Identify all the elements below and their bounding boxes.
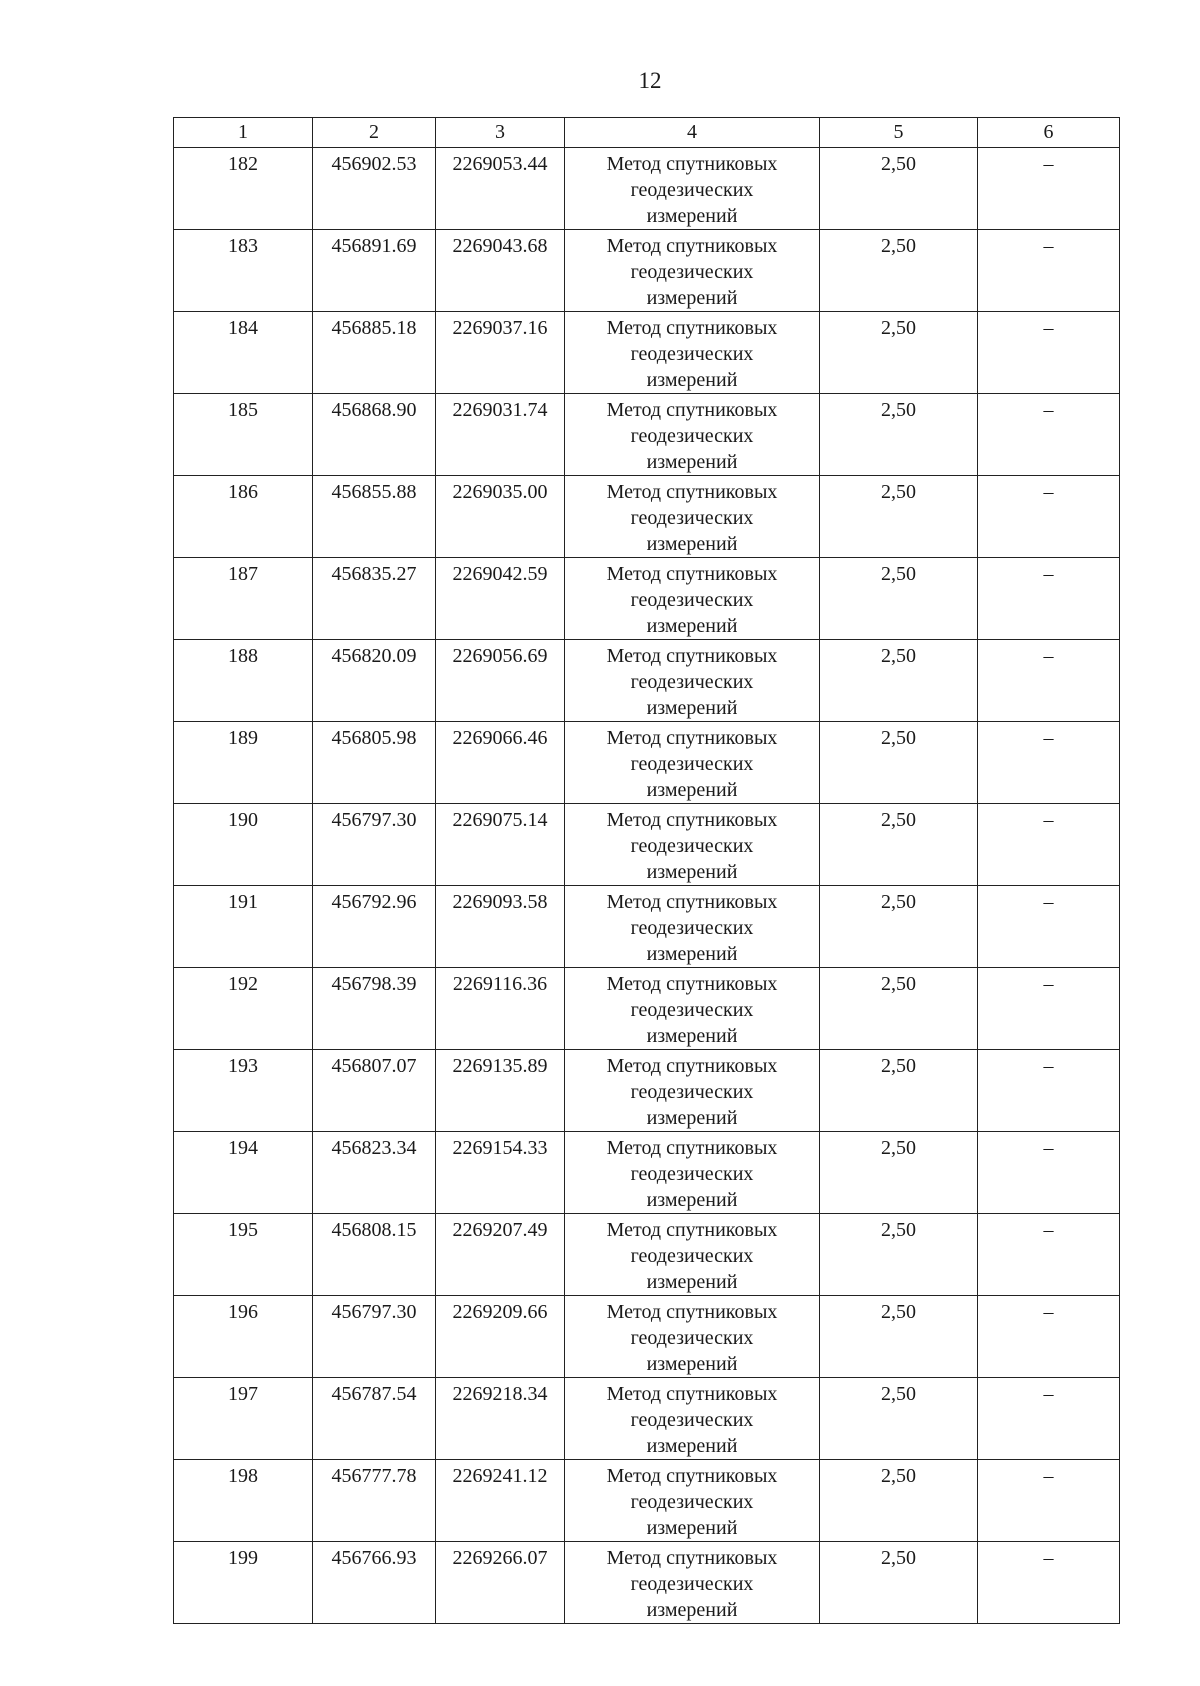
table-header-row [174,118,1120,148]
method-cell [565,148,820,230]
method-cell [565,1214,820,1296]
method-line-1: Метод спутниковых [606,563,778,585]
table-row [174,886,1120,968]
accuracy-cell: 2,50 [820,1214,978,1296]
method-line-1: Метод спутниковых [606,399,778,421]
note-cell: – [978,1214,1120,1296]
y-coordinate-cell: 2269042.59 [436,558,565,640]
method-cell [565,1050,820,1132]
method-line-1: Метод спутниковых [606,1383,778,1405]
coordinates-table [173,117,1120,1624]
accuracy-cell: 2,50 [820,640,978,722]
method-line-3: измерений [646,1435,738,1457]
table-row [174,230,1120,312]
method-line-1: Метод спутниковых [606,891,778,913]
x-coordinate-cell: 456797.30 [313,804,436,886]
note-cell: – [978,476,1120,558]
column-header-6: 6 [978,118,1120,148]
method-cell [565,968,820,1050]
note-cell: – [978,1542,1120,1624]
method-line-2: геодезических [630,1327,754,1349]
x-coordinate-cell: 456797.30 [313,1296,436,1378]
method-cell [565,1542,820,1624]
method-line-1: Метод спутниковых [606,645,778,667]
method-cell [565,1378,820,1460]
method-line-2: геодезических [630,1573,754,1595]
method-line-3: измерений [646,779,738,801]
method-line-3: измерений [646,1271,738,1293]
method-line-1: Метод спутниковых [606,317,778,339]
y-coordinate-cell: 2269043.68 [436,230,565,312]
method-cell [565,804,820,886]
point-number-cell: 184 [174,312,313,394]
note-cell: – [978,886,1120,968]
point-number-cell: 191 [174,886,313,968]
method-line-2: геодезических [630,1245,754,1267]
method-cell [565,558,820,640]
x-coordinate-cell: 456807.07 [313,1050,436,1132]
method-line-3: измерений [646,205,738,227]
note-cell: – [978,1460,1120,1542]
x-coordinate-cell: 456902.53 [313,148,436,230]
accuracy-cell: 2,50 [820,886,978,968]
method-line-3: измерений [646,697,738,719]
accuracy-cell: 2,50 [820,722,978,804]
x-coordinate-cell: 456868.90 [313,394,436,476]
table-row [174,1050,1120,1132]
point-number-cell: 185 [174,394,313,476]
y-coordinate-cell: 2269266.07 [436,1542,565,1624]
method-line-1: Метод спутниковых [606,1465,778,1487]
note-cell: – [978,640,1120,722]
method-line-2: геодезических [630,179,754,201]
point-number-cell: 186 [174,476,313,558]
note-cell: – [978,1050,1120,1132]
y-coordinate-cell: 2269066.46 [436,722,565,804]
accuracy-cell: 2,50 [820,558,978,640]
method-line-2: геодезических [630,1163,754,1185]
accuracy-cell: 2,50 [820,1132,978,1214]
x-coordinate-cell: 456808.15 [313,1214,436,1296]
page-number: 12 [638,68,662,93]
note-cell: – [978,394,1120,476]
method-line-3: измерений [646,533,738,555]
method-line-1: Метод спутниковых [606,809,778,831]
method-line-1: Метод спутниковых [606,235,778,257]
table-body [174,148,1120,1624]
method-line-3: измерений [646,943,738,965]
y-coordinate-cell: 2269037.16 [436,312,565,394]
table-row [174,1460,1120,1542]
y-coordinate-cell: 2269116.36 [436,968,565,1050]
method-cell [565,886,820,968]
method-line-1: Метод спутниковых [606,973,778,995]
table-row [174,148,1120,230]
point-number-cell: 189 [174,722,313,804]
point-number-cell: 182 [174,148,313,230]
point-number-cell: 197 [174,1378,313,1460]
method-line-2: геодезических [630,589,754,611]
table-row [174,804,1120,886]
accuracy-cell: 2,50 [820,394,978,476]
method-line-2: геодезических [630,753,754,775]
accuracy-cell: 2,50 [820,1050,978,1132]
method-line-1: Метод спутниковых [606,1137,778,1159]
x-coordinate-cell: 456798.39 [313,968,436,1050]
method-line-2: геодезических [630,835,754,857]
x-coordinate-cell: 456891.69 [313,230,436,312]
accuracy-cell: 2,50 [820,1296,978,1378]
method-line-2: геодезических [630,999,754,1021]
x-coordinate-cell: 456820.09 [313,640,436,722]
point-number-cell: 194 [174,1132,313,1214]
point-number-cell: 196 [174,1296,313,1378]
y-coordinate-cell: 2269035.00 [436,476,565,558]
accuracy-cell: 2,50 [820,968,978,1050]
method-line-2: геодезических [630,261,754,283]
point-number-cell: 195 [174,1214,313,1296]
accuracy-cell: 2,50 [820,1378,978,1460]
method-line-1: Метод спутниковых [606,481,778,503]
column-header-4: 4 [565,118,820,148]
accuracy-cell: 2,50 [820,1460,978,1542]
method-cell [565,394,820,476]
y-coordinate-cell: 2269053.44 [436,148,565,230]
method-line-2: геодезических [630,425,754,447]
method-cell [565,312,820,394]
point-number-cell: 199 [174,1542,313,1624]
method-line-3: измерений [646,1189,738,1211]
table-row [174,1378,1120,1460]
y-coordinate-cell: 2269056.69 [436,640,565,722]
accuracy-cell: 2,50 [820,148,978,230]
method-line-3: измерений [646,1025,738,1047]
method-line-1: Метод спутниковых [606,727,778,749]
y-coordinate-cell: 2269154.33 [436,1132,565,1214]
y-coordinate-cell: 2269031.74 [436,394,565,476]
x-coordinate-cell: 456835.27 [313,558,436,640]
table-row [174,558,1120,640]
y-coordinate-cell: 2269093.58 [436,886,565,968]
table-row [174,722,1120,804]
accuracy-cell: 2,50 [820,1542,978,1624]
x-coordinate-cell: 456855.88 [313,476,436,558]
y-coordinate-cell: 2269207.49 [436,1214,565,1296]
point-number-cell: 192 [174,968,313,1050]
x-coordinate-cell: 456885.18 [313,312,436,394]
note-cell: – [978,1296,1120,1378]
x-coordinate-cell: 456777.78 [313,1460,436,1542]
method-line-2: геодезических [630,917,754,939]
method-line-3: измерений [646,861,738,883]
method-line-3: измерений [646,1599,738,1621]
method-cell [565,1460,820,1542]
column-header-5: 5 [820,118,978,148]
note-cell: – [978,1378,1120,1460]
method-line-1: Метод спутниковых [606,1055,778,1077]
table-row [174,1296,1120,1378]
method-line-2: геодезических [630,507,754,529]
point-number-cell: 193 [174,1050,313,1132]
method-cell [565,476,820,558]
method-line-3: измерений [646,1517,738,1539]
method-line-3: измерений [646,451,738,473]
x-coordinate-cell: 456787.54 [313,1378,436,1460]
y-coordinate-cell: 2269209.66 [436,1296,565,1378]
method-line-3: измерений [646,287,738,309]
accuracy-cell: 2,50 [820,230,978,312]
note-cell: – [978,148,1120,230]
y-coordinate-cell: 2269218.34 [436,1378,565,1460]
x-coordinate-cell: 456792.96 [313,886,436,968]
method-line-1: Метод спутниковых [606,1219,778,1241]
table-row [174,394,1120,476]
note-cell: – [978,968,1120,1050]
method-cell [565,230,820,312]
method-line-3: измерений [646,615,738,637]
note-cell: – [978,722,1120,804]
table-row [174,476,1120,558]
x-coordinate-cell: 456766.93 [313,1542,436,1624]
table-row [174,1542,1120,1624]
note-cell: – [978,558,1120,640]
y-coordinate-cell: 2269075.14 [436,804,565,886]
column-header-3: 3 [436,118,565,148]
y-coordinate-cell: 2269241.12 [436,1460,565,1542]
accuracy-cell: 2,50 [820,476,978,558]
method-line-2: геодезических [630,1409,754,1431]
accuracy-cell: 2,50 [820,312,978,394]
column-header-2: 2 [313,118,436,148]
y-coordinate-cell: 2269135.89 [436,1050,565,1132]
method-line-2: геодезических [630,343,754,365]
table-row [174,1214,1120,1296]
table-row [174,312,1120,394]
method-cell [565,1296,820,1378]
method-line-2: геодезических [630,671,754,693]
method-line-1: Метод спутниковых [606,153,778,175]
method-line-3: измерений [646,1353,738,1375]
method-cell [565,1132,820,1214]
x-coordinate-cell: 456823.34 [313,1132,436,1214]
table-row [174,640,1120,722]
method-line-2: геодезических [630,1491,754,1513]
point-number-cell: 187 [174,558,313,640]
method-line-1: Метод спутниковых [606,1301,778,1323]
note-cell: – [978,804,1120,886]
accuracy-cell: 2,50 [820,804,978,886]
method-cell [565,640,820,722]
column-header-1: 1 [174,118,313,148]
method-line-3: измерений [646,369,738,391]
point-number-cell: 190 [174,804,313,886]
table-row [174,968,1120,1050]
method-line-3: измерений [646,1107,738,1129]
note-cell: – [978,1132,1120,1214]
point-number-cell: 188 [174,640,313,722]
note-cell: – [978,312,1120,394]
method-line-2: геодезических [630,1081,754,1103]
method-cell [565,722,820,804]
point-number-cell: 198 [174,1460,313,1542]
point-number-cell: 183 [174,230,313,312]
method-line-1: Метод спутниковых [606,1547,778,1569]
note-cell: – [978,230,1120,312]
x-coordinate-cell: 456805.98 [313,722,436,804]
table-row [174,1132,1120,1214]
